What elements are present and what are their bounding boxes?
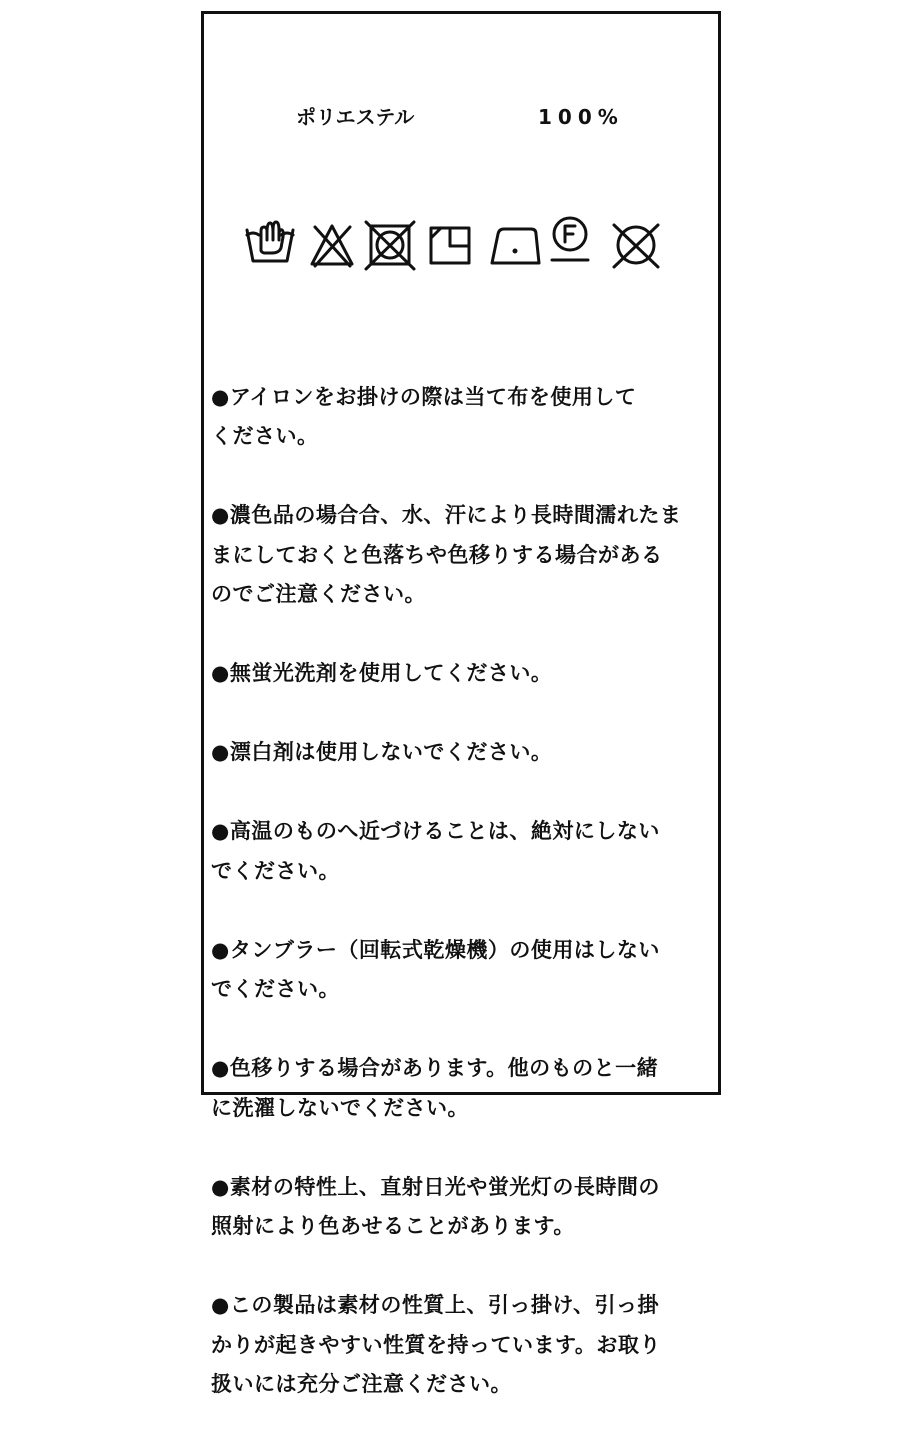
care-instructions <box>211 338 711 1444</box>
care-label <box>201 11 721 1396</box>
note-color-transfer-wet: ●濃色品の場合合、水、汗により長時間濡れたま まにしておくと色落ちや色移りする場合がある のでご注意ください。 <box>211 503 682 606</box>
hand-wash-icon <box>247 222 293 261</box>
dry-clean-f-icon <box>552 218 588 260</box>
note-wash-separately: ●色移りする場合があります。他のものと一緒 に洗濯しないでください。 <box>211 1056 659 1120</box>
tumble-dry-prohibited-icon <box>366 222 414 269</box>
care-symbol-row <box>244 207 678 273</box>
note-fading: ●素材の特性上、直射日光や蛍光灯の長時間の 照射により色あせることがあります。 <box>211 1174 660 1238</box>
note-iron: ●アイロンをお掛けの際は当て布を使用して ください。 <box>211 384 637 448</box>
note-snagging: ●この製品は素材の性質上、引っ掛け、引っ掛 かりが起きやすい性質を持っています。お取り 扱いには充分ご注意ください。 <box>211 1293 661 1396</box>
note-bleach: ●漂白剤は使用しないでください。 <box>211 740 553 764</box>
wet-clean-prohibited-icon <box>614 225 658 267</box>
note-tumbler: ●タンブラー（回転式乾燥機）の使用はしない でください。 <box>211 937 660 1001</box>
note-detergent: ●無蛍光洗剤を使用してください。 <box>211 661 553 685</box>
note-heat: ●高温のものへ近づけることは、絶対にしない でください。 <box>211 819 660 883</box>
material-name: ポリエステル <box>296 105 415 129</box>
shade-line-dry-icon <box>431 228 469 263</box>
bleach-prohibited-icon <box>312 226 352 266</box>
material-percent: 100% <box>538 105 624 129</box>
low-iron-icon <box>492 229 539 263</box>
care-symbols-svg <box>244 207 678 273</box>
